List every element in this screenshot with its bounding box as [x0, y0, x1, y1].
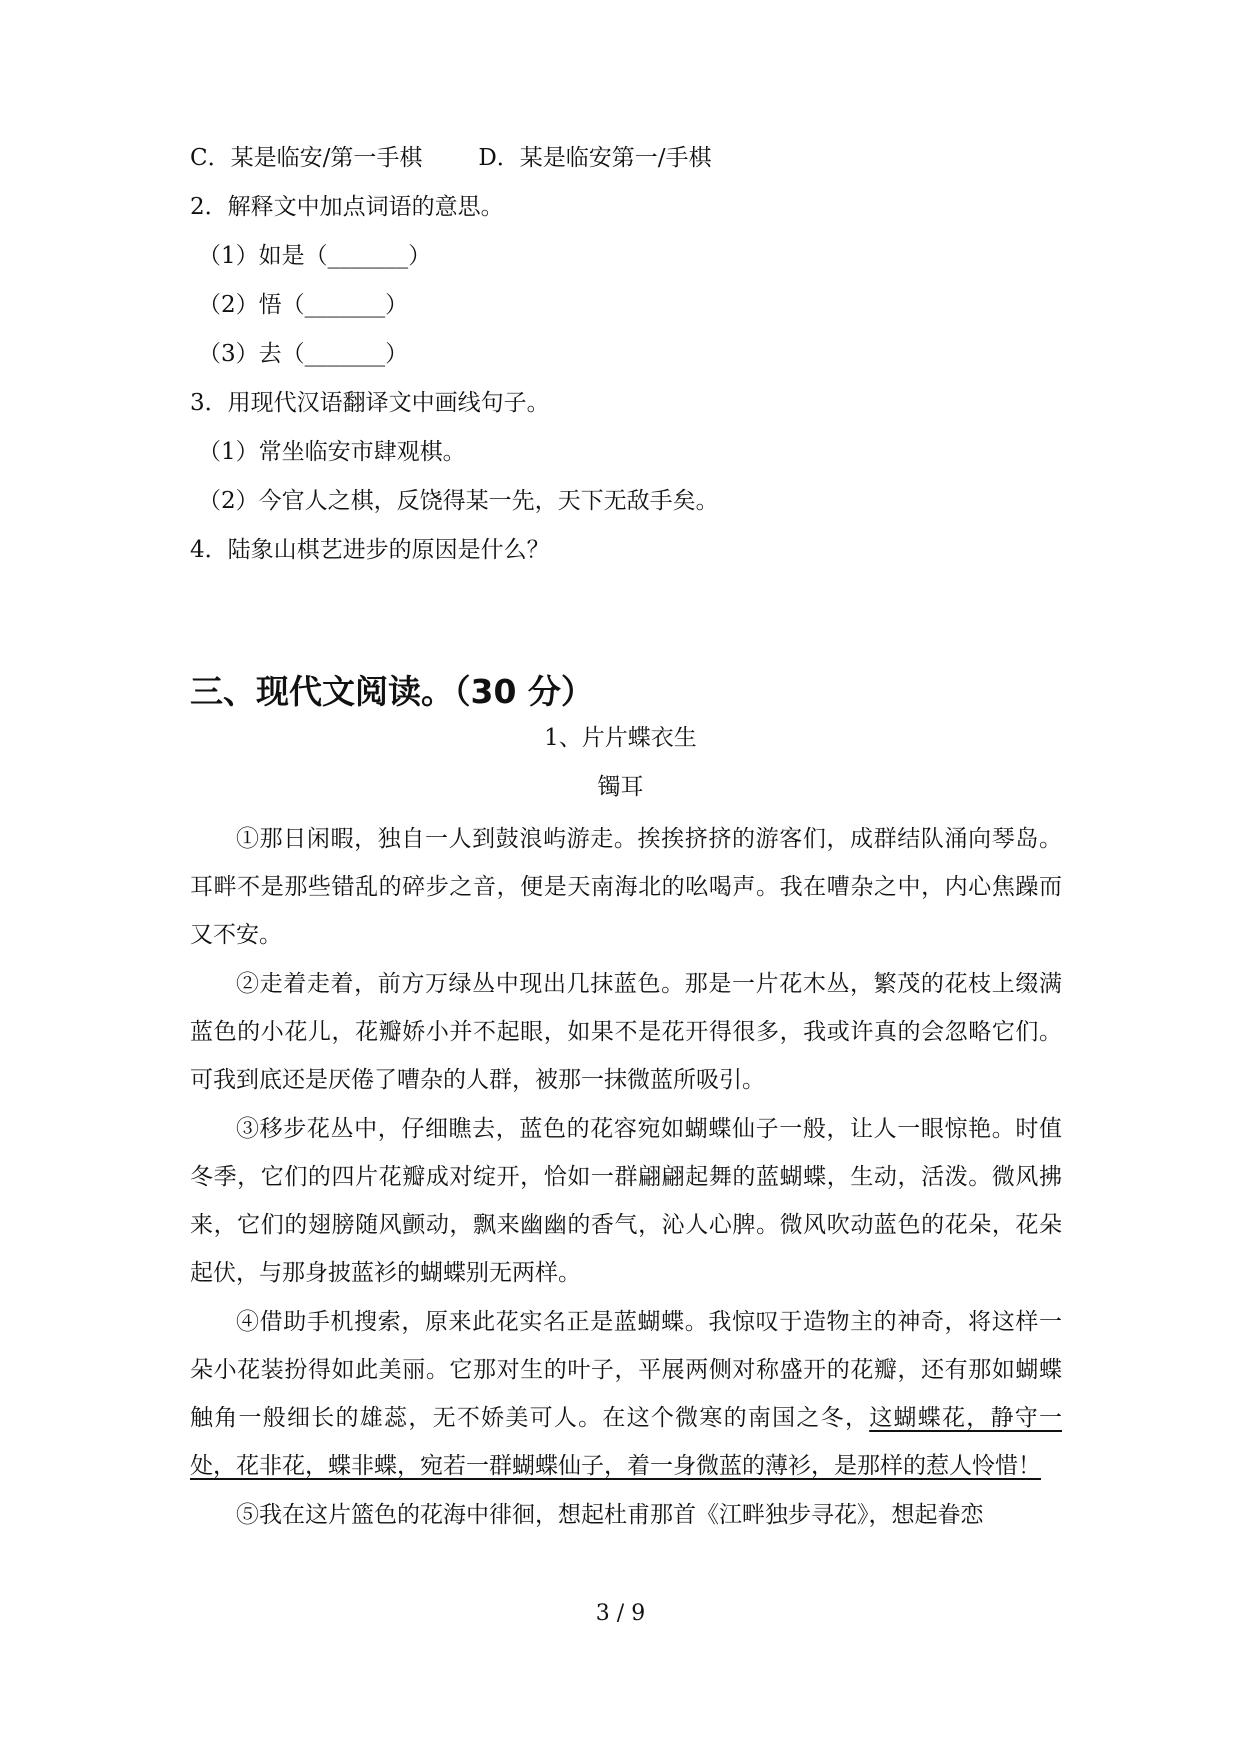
paragraph-4 — [190, 1298, 1062, 1490]
option-c: C．某是临安/第一手棋 — [190, 145, 423, 171]
question-3-item-2: （2）今官人之棋，反饶得某一先，天下无敌手矣。 — [198, 488, 719, 514]
option-d: D．某是临安第一/手棋 — [478, 145, 712, 171]
paragraph-2: ②走着走着，前方万绿丛中现出几抹蓝色。那是一片花木丛，繁茂的花枝上缀满蓝色的小花儿，花瓣娇小并不起眼，如果不是花开得很多，我或许真的会忽略它们。可我到底还是厌倦了嘈杂的人群，被那一抹微蓝所吸引。 — [190, 971, 1062, 1093]
question-2-title: 2．解释文中加点词语的意思。 — [190, 194, 504, 220]
question-3-title: 3．用现代汉语翻译文中画线句子。 — [190, 390, 550, 416]
paragraph-1: ①那日闲暇，独自一人到鼓浪屿游走。挨挨挤挤的游客们，成群结队涌向琴岛。耳畔不是那些错乱的碎步之音，便是天南海北的吆喝声。我在嘈杂之中，内心焦躁而又不安。 — [190, 826, 1062, 948]
paragraph-4-text: ④借助手机搜索，原来此花实名正是蓝蝴蝶。我惊叹于造物主的神奇，将这样一朵小花装扮得如此美丽。它那对生的叶子，平展两侧对称盛开的花瓣，还有那如蝴蝶触角一般细长的雄蕊，无不娇美可人。在这个微寒的南国之冬， — [190, 1309, 1062, 1431]
question-2-item-1: （1）如是（_______） — [198, 243, 432, 269]
question-3-item-1: （1）常坐临安市肆观棋。 — [198, 439, 466, 465]
options-line — [190, 143, 712, 173]
question-2-item-3: （3）去（_______） — [198, 341, 409, 367]
underlined-sentence: 这蝴蝶花，静守一处，花非花，蝶非蝶，宛若一群蝴蝶仙子，着一身微蓝的薄衫，是那样的惹人怜惜！ — [190, 1405, 1063, 1479]
article-author: 镯耳 — [597, 774, 644, 800]
paragraph-5: ⑤我在这片篮色的花海中徘徊，想起杜甫那首《江畔独步寻花》，想起眷恋 — [236, 1502, 984, 1528]
question-2-item-2: （2）悟（_______） — [198, 292, 409, 318]
question-4-title: 4．陆象山棋艺进步的原因是什么？ — [190, 537, 550, 563]
article-title: 1、片片蝶衣生 — [544, 725, 697, 751]
page-number: 3 / 9 — [595, 1601, 646, 1626]
section-heading: 三、现代文阅读。（30 分） — [190, 672, 594, 711]
paragraph-3: ③移步花丛中，仔细瞧去，蓝色的花容宛如蝴蝶仙子一般，让人一眼惊艳。时值冬季，它们的四片花瓣成对绽开，恰如一群翩翩起舞的蓝蝴蝶，生动，活泼。微风拂来，它们的翅膀随风颤动，飘来幽幽的香气，沁人心脾。微风吹动蓝色的花朵，花朵起伏，与那身披蓝衫的蝴蝶别无两样。 — [190, 1116, 1062, 1286]
